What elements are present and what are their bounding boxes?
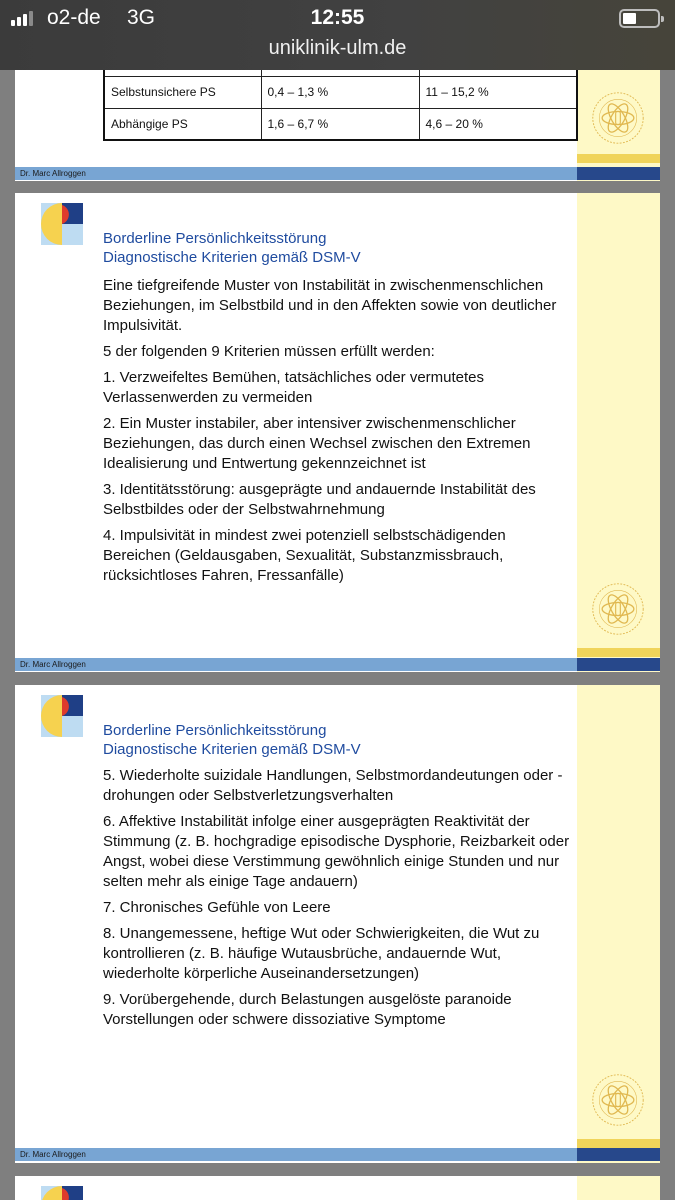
- slide-body: [103, 766, 573, 1036]
- criterion-item: 5. Wiederholte suizidale Handlungen, Selbstmordandeutungen oder -drohungen oder Selbstverletzungsverhalten: [103, 767, 563, 804]
- table-cell: 11 – 15,2 %: [419, 76, 577, 108]
- gold-strip: [577, 648, 660, 657]
- university-seal-icon: [590, 1072, 646, 1128]
- university-seal-icon: [590, 90, 646, 146]
- university-seal-icon: [590, 581, 646, 637]
- table-cell: Selbstunsichere PS: [104, 76, 261, 108]
- paragraph: 5 der folgenden 9 Kriterien müssen erfüllt werden:: [103, 343, 435, 360]
- title-line-1: Borderline Persönlichkeitsstörung: [103, 722, 327, 739]
- clinic-logo-icon: [41, 695, 83, 737]
- table-row: [104, 108, 577, 140]
- table-cell: 0,4 – 1,3 %: [261, 76, 419, 108]
- clinic-logo-icon: [41, 203, 83, 245]
- criterion-item: 1. Verzweifeltes Bemühen, tatsächliches oder vermutetes Verlassenwerden zu vermeiden: [103, 369, 485, 406]
- table-row: [104, 76, 577, 108]
- carrier-name: o2-de: [47, 6, 101, 29]
- slide-body: [103, 276, 573, 592]
- network-type: 3G: [127, 6, 156, 29]
- slide-4: [15, 1176, 660, 1200]
- slide-title: [103, 721, 361, 759]
- gold-strip: [577, 154, 660, 163]
- criterion-item: 4. Impulsivität in mindest zwei potenziell selbstschädigenden Bereichen (Geldausgaben, Sexualität, Substanzmissbrauch, rücksichtloses Fahren, Fressanfälle): [103, 527, 506, 584]
- table-cell: 4,6 – 20 %: [419, 108, 577, 140]
- footer-author: Dr. Marc Allroggen: [20, 1150, 86, 1159]
- footer-author: Dr. Marc Allroggen: [20, 660, 86, 669]
- gold-strip: [577, 1139, 660, 1148]
- footer-dark-block: [577, 167, 660, 180]
- table-cell: Abhängige PS: [104, 108, 261, 140]
- title-line-2: Diagnostische Kriterien gemäß DSM-V: [103, 741, 361, 758]
- criterion-item: 8. Unangemessene, heftige Wut oder Schwierigkeiten, die Wut zu kontrollieren (z. B. häufige Wutausbrüche, andauernde Wut, wiederholte körperliche Auseinandersetzungen): [103, 925, 540, 982]
- criterion-item: 7. Chronisches Gefühle von Leere: [103, 899, 331, 916]
- footer-author: Dr. Marc Allroggen: [20, 169, 86, 178]
- title-line-2: Diagnostische Kriterien gemäß DSM-V: [103, 249, 361, 266]
- slide-2: [15, 193, 660, 672]
- footer-dark-block: [577, 1148, 660, 1161]
- table-cell: 1,6 – 6,7 %: [261, 108, 419, 140]
- battery-icon: [619, 9, 660, 28]
- criterion-item: 3. Identitätsstörung: ausgeprägte und andauernde Instabilität des Selbstbildes oder der Selbstwahrnehmung: [103, 481, 536, 518]
- title-line-1: Borderline Persönlichkeitsstörung: [103, 230, 327, 247]
- criterion-item: 2. Ein Muster instabiler, aber intensiver zwischenmenschlicher Beziehungen, das durch einen Wechsel zwischen den Extremen Idealisierung und Entwertung gekennzeichnet ist: [103, 415, 531, 472]
- slide-footer: [15, 167, 577, 180]
- slide-footer: [15, 658, 577, 671]
- slide-3: [15, 685, 660, 1163]
- slide-1: [15, 70, 660, 181]
- criterion-item: 9. Vorübergehende, durch Belastungen ausgelöste paranoide Vorstellungen oder schwere dissoziative Symptome: [103, 991, 512, 1028]
- address-bar-url[interactable]: uniklinik-ulm.de: [268, 37, 407, 59]
- footer-dark-block: [577, 658, 660, 671]
- clock: 12:55: [310, 6, 365, 29]
- slide-footer: [15, 1148, 577, 1161]
- yellow-sidebar: [577, 1176, 660, 1200]
- slide-title: [103, 229, 361, 267]
- paragraph: Eine tiefgreifende Muster von Instabilität in zwischenmenschlichen Beziehungen, im Selbstbild und in den Affekten sowie von deutlicher Impulsivität.: [103, 277, 557, 334]
- status-bar: [0, 0, 675, 70]
- clinic-logo-icon: [41, 1186, 83, 1200]
- prevalence-table: [103, 70, 578, 141]
- criterion-item: 6. Affektive Instabilität infolge einer ausgeprägten Reaktivität der Stimmung (z. B. hochgradige episodische Dysphorie, Reizbarkeit oder Angst, wobei diese Verstimmung gewöhnlich einige Stunden und nur selten mehr als einige Tage andauern): [103, 813, 570, 890]
